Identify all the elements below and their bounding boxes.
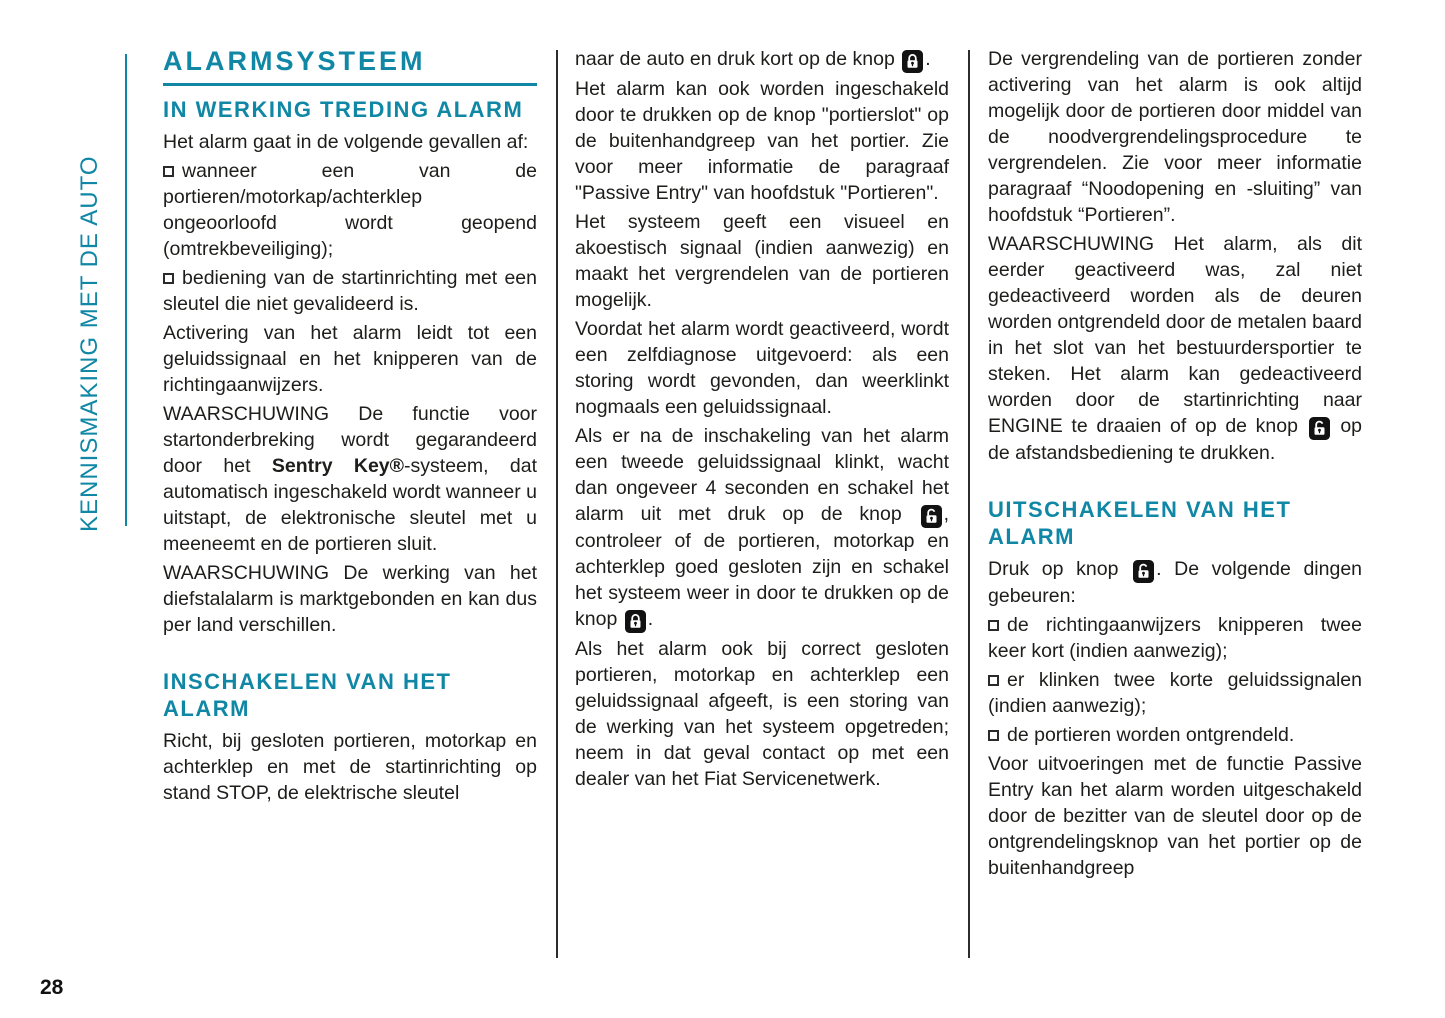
paragraph-text: . De volgende dingen gebeuren: [988, 558, 1363, 607]
warning-paragraph [988, 231, 1362, 466]
lock-closed-icon [902, 50, 923, 73]
paragraph [988, 751, 1362, 881]
column-1 [163, 46, 537, 809]
title-rule [163, 83, 537, 86]
paragraph [163, 320, 537, 398]
column-3 [988, 46, 1362, 884]
paragraph-text: Het systeem geeft een visueel en akoestisch signaal (indien aanwezig) en maakt het vergrendelen van de portieren mogelijk. [575, 211, 949, 311]
bullet-text: er klinken twee korte geluidssignalen (indien aanwezig); [988, 669, 1362, 717]
section-heading-uitschakelen-van-het-alarm: UITSCHAKELEN VAN HET ALARM [988, 497, 1292, 549]
page-number: 28 [40, 976, 64, 999]
paragraph [988, 46, 1362, 228]
bullet-text: wanneer een van de portieren/motorkap/achterklep ongeoorloofd wordt geopend (omtrekbeveiliging); [163, 159, 537, 260]
bullet-item [988, 667, 1362, 719]
warning-paragraph [163, 560, 537, 638]
square-bullet-icon [988, 730, 999, 741]
paragraph [575, 423, 949, 633]
paragraph-text: Voor uitvoeringen met de functie Passive Entry kan het alarm worden uitgeschakeld door de bezitter van de sleutel door op de ontgrendelingsknop van het portier op de buitenhandgreep [988, 753, 1362, 879]
paragraph-text: WAARSCHUWING De werking van het diefstalalarm is marktgebonden en kan dus per land verschillen. [163, 561, 537, 636]
column-divider [556, 50, 558, 958]
paragraph-text: WAARSCHUWING Het alarm, als dit eerder geactiveerd was, zal niet gedeactiveerd worden als de deuren worden ontgrendeld door de metalen baard in het slot van het bestuurdersportier te steken. Het alarm kan gedeactiveerd worden door de startinrichting naar ENGINE te draaien of op de knop [988, 233, 1363, 437]
bullet-text: de richtingaanwijzers knipperen twee keer kort (indien aanwezig); [988, 614, 1362, 662]
paragraph-text: Het alarm gaat in de volgende gevallen af: [163, 130, 529, 153]
paragraph-text: De vergrendeling van de portieren zonder activering van het alarm is ook altijd mogelijk door de portieren door middel van de noodvergrendelingsprocedure te vergrendelen. Zie voor meer informatie paragraaf “Noodopening en -sluiting” van hoofdstuk “Portieren”. [988, 48, 1362, 226]
paragraph [575, 636, 949, 792]
bullet-item [163, 265, 537, 317]
paragraph-text: Het alarm kan ook worden ingeschakeld door te drukken op de knop "portierslot" op de buitenhandgreep van het portier. Zie voor meer informatie de paragraaf "Passive Entry" van hoofdstuk "Portieren". [575, 78, 949, 204]
paragraph-text: Richt, bij gesloten portieren, motorkap en achterklep en met de startinrichting op stand STOP, de elektrische sleutel [163, 729, 537, 804]
warning-paragraph [163, 401, 537, 557]
square-bullet-icon [988, 675, 999, 686]
square-bullet-icon [163, 273, 174, 284]
paragraph-text: Voordat het alarm wordt geactiveerd, wordt een zelfdiagnose uitgevoerd: als een storing wordt gevonden, dan weerklinkt nogmaals een geluidssignaal. [575, 318, 949, 418]
section-heading-inschakelen-van-het-alarm: INSCHAKELEN VAN HET ALARM [163, 668, 452, 721]
sidebar-rule [125, 54, 127, 526]
bullet-text: bediening van de startinrichting met een sleutel die niet gevalideerd is. [163, 266, 537, 315]
paragraph [575, 76, 949, 206]
bullet-item [163, 158, 537, 262]
square-bullet-icon [163, 166, 174, 177]
paragraph-text: Als het alarm ook bij correct gesloten portieren, motorkap en achterklep een geluidssignaal afgeeft, is een storing van de werking van het systeem opgetreden; neem in dat geval contact op met een dealer van het Fiat Servicenetwerk. [575, 638, 949, 790]
paragraph-text: . [647, 608, 654, 630]
lock-open-icon [1133, 560, 1154, 583]
paragraph-text: naar de auto en druk kort op de knop [575, 48, 895, 70]
lock-closed-icon [625, 610, 646, 633]
lock-open-icon [921, 505, 942, 528]
bullet-item [988, 722, 1362, 748]
paragraph [575, 46, 949, 73]
chapter-sidebar-label: KENNISMAKING MET DE AUTO [76, 155, 103, 532]
paragraph-text: WAARSCHUWING De functie voor startonderbreking wordt gegarandeerd door het [163, 402, 537, 477]
paragraph-text: Druk op knop [988, 558, 1119, 580]
column-divider [968, 50, 970, 958]
paragraph-text: Als er na de inschakeling van het alarm een tweede geluidssignaal klinkt, wacht dan ongeveer 4 seconden en schakel het alarm uit met druk op de knop [575, 425, 949, 525]
square-bullet-icon [988, 620, 999, 631]
bullet-item [988, 612, 1362, 664]
paragraph-text: , controleer of de portieren, motorkap en achterklep goed gesloten zijn en schakel het systeem weer in door te drukken op de knop [575, 503, 949, 630]
page-title: ALARMSYSTEEM [163, 46, 426, 76]
column-2 [575, 46, 949, 795]
paragraph [575, 316, 949, 420]
paragraph-text: Activering van het alarm leidt tot een geluidssignaal en het knipperen van de richtingaanwijzers. [163, 321, 537, 396]
paragraph-text: op de afstandsbediening te drukken. [988, 415, 1363, 464]
lock-open-icon [1309, 417, 1330, 440]
bold-text: Sentry Key® [271, 454, 405, 477]
paragraph [163, 728, 537, 806]
bullet-text: de portieren worden ontgrendeld. [1007, 724, 1295, 746]
paragraph [575, 209, 949, 313]
paragraph-text: -systeem, dat automatisch ingeschakeld wordt wanneer u uitstapt, de elektronische sleutel met u meeneemt en de portieren sluit. [163, 454, 537, 555]
paragraph-text: . [925, 48, 931, 70]
paragraph [163, 129, 537, 155]
paragraph [988, 556, 1362, 609]
section-heading-in-werking-treding-alarm: IN WERKING TREDING ALARM [163, 96, 524, 122]
